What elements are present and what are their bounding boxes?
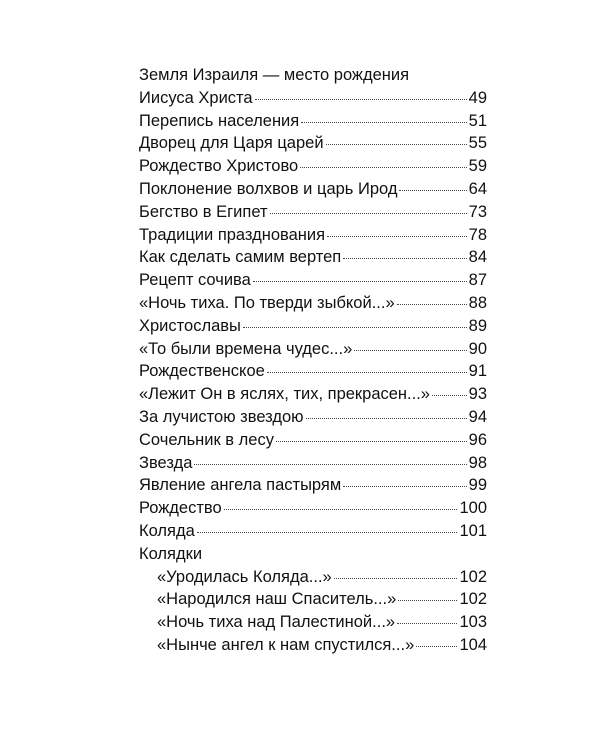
toc-entry-title: Иисуса Христа (139, 88, 253, 107)
toc-page-number: 102 (459, 590, 487, 609)
toc-page-number: 91 (468, 362, 487, 381)
toc-entry (139, 429, 487, 452)
toc-page-number: 51 (468, 111, 487, 130)
toc-entry (139, 292, 487, 315)
toc-entry-title: Поклонение волхвов и царь Ирод (139, 179, 398, 198)
toc-entry (139, 634, 487, 657)
toc-entry (139, 269, 487, 292)
toc-page-number: 84 (468, 248, 487, 267)
dot-leader (416, 646, 457, 647)
toc-page-number: 78 (468, 225, 487, 244)
toc-entry (139, 588, 487, 611)
toc-entry-title: Как сделать самим вертеп (139, 248, 342, 267)
toc-entry (139, 315, 487, 338)
toc-page-number: 59 (468, 157, 487, 176)
toc-entry-title: «То были времена чудес...» (139, 339, 353, 358)
dot-leader (397, 304, 467, 305)
toc-heading (139, 64, 487, 87)
dot-leader (255, 99, 467, 100)
toc-page-number: 96 (468, 430, 487, 449)
toc-page-number: 90 (468, 339, 487, 358)
dot-leader (243, 327, 467, 328)
toc-page-number: 100 (459, 499, 487, 518)
dot-leader (253, 281, 467, 282)
toc-entry-title: Христославы (139, 316, 241, 335)
table-of-contents (139, 64, 487, 657)
toc-entry-title: «Нынче ангел к нам спустился...» (157, 635, 415, 654)
toc-page-number: 98 (468, 453, 487, 472)
toc-entry-title: Рождество (139, 499, 222, 518)
toc-page-number: 102 (459, 567, 487, 586)
toc-entry-title: «Уродилась Коляда...» (157, 567, 332, 586)
toc-page-number: 89 (468, 316, 487, 335)
toc-entry (139, 566, 487, 589)
dot-leader (194, 464, 466, 465)
toc-entry-title: Явление ангела пастырям (139, 476, 342, 495)
toc-entry-title: Земля Израиля — место рождения (139, 66, 410, 84)
toc-entry (139, 246, 487, 269)
toc-entry (139, 383, 487, 406)
toc-entry-title: «Лежит Он в яслях, тих, прекрасен...» (139, 385, 430, 404)
dot-leader (306, 418, 467, 419)
toc-entry (139, 178, 487, 201)
toc-entry (139, 360, 487, 383)
toc-entry (139, 338, 487, 361)
toc-page-number: 104 (459, 635, 487, 654)
toc-entry (139, 452, 487, 475)
dot-leader (270, 213, 467, 214)
toc-page-number: 103 (459, 613, 487, 632)
toc-entry-title: Дворец для Царя царей (139, 134, 324, 153)
toc-page-number: 55 (468, 134, 487, 153)
toc-entry (139, 155, 487, 178)
toc-entry (139, 87, 487, 110)
toc-page-number: 88 (468, 293, 487, 312)
dot-leader (354, 350, 466, 351)
toc-entry-title: За лучистою звездою (139, 407, 304, 426)
toc-page-number: 94 (468, 407, 487, 426)
dot-leader (267, 372, 467, 373)
toc-entry (139, 201, 487, 224)
toc-page-number: 93 (468, 385, 487, 404)
toc-entry (139, 224, 487, 247)
toc-entry (139, 497, 487, 520)
dot-leader (343, 258, 466, 259)
toc-page-number: 87 (468, 271, 487, 290)
dot-leader (300, 167, 466, 168)
toc-page-number: 64 (468, 179, 487, 198)
toc-entry-title: «Народился наш Спаситель...» (157, 590, 397, 609)
toc-page-number: 73 (468, 202, 487, 221)
toc-entry (139, 611, 487, 634)
toc-entry (139, 474, 487, 497)
toc-entry-title: Традиции празднования (139, 225, 326, 244)
toc-entry (139, 132, 487, 155)
toc-entry-title: Перепись населения (139, 111, 300, 130)
toc-entry-title: Рождественское (139, 362, 265, 381)
dot-leader (326, 144, 467, 145)
dot-leader (432, 395, 467, 396)
dot-leader (197, 532, 458, 533)
toc-entry-title: Колядки (139, 544, 203, 563)
toc-entry-title: Бегство в Египет (139, 202, 268, 221)
toc-heading (139, 543, 487, 566)
dot-leader (334, 578, 458, 579)
dot-leader (398, 600, 457, 601)
dot-leader (399, 190, 466, 191)
toc-entry (139, 110, 487, 133)
toc-entry-title: Сочельник в лесу (139, 430, 274, 449)
dot-leader (301, 122, 466, 123)
toc-entry-title: Рождество Христово (139, 157, 299, 176)
dot-leader (343, 486, 466, 487)
toc-page-number: 99 (468, 476, 487, 495)
toc-entry-title: «Ночь тиха. По тверди зыбкой...» (139, 293, 395, 312)
toc-entry-title: «Ночь тиха над Палестиной...» (157, 613, 396, 632)
toc-entry-title: Звезда (139, 453, 193, 472)
toc-entry-title: Рецепт сочива (139, 271, 251, 290)
toc-entry (139, 520, 487, 543)
dot-leader (276, 441, 467, 442)
toc-entry-title: Коляда (139, 521, 195, 540)
toc-page-number: 101 (459, 521, 487, 540)
toc-entry (139, 406, 487, 429)
dot-leader (397, 623, 457, 624)
dot-leader (327, 236, 467, 237)
dot-leader (224, 509, 458, 510)
toc-page-number: 49 (468, 88, 487, 107)
